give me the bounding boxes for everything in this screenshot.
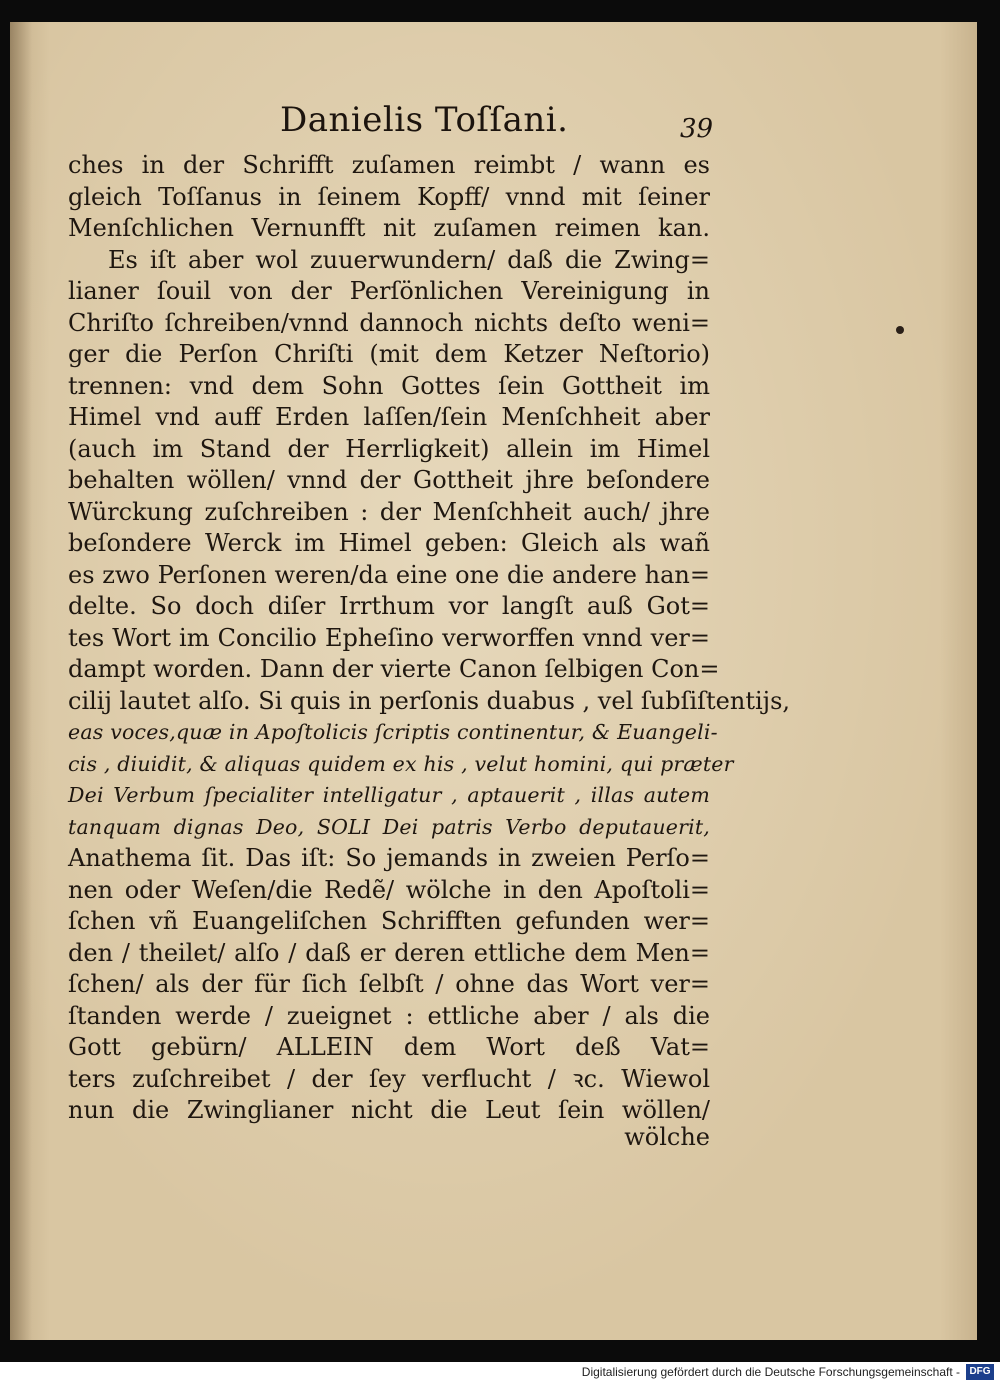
dfg-logo: DFG <box>966 1364 994 1380</box>
running-head: Danielis Toſſani. <box>280 100 569 140</box>
text-line: ſchen vñ Euangeliſchen Schrifften gefunden wer= <box>68 907 710 935</box>
text-line: Anathema ſit. Das iſt: So jemands in zweien Perſo= <box>68 844 710 872</box>
body-text <box>68 150 791 1127</box>
margin-ink-speck <box>896 326 904 334</box>
text-line: ſchen/ als der für ſich ſelbſt / ohne das Wort ver= <box>68 970 710 998</box>
text-line: ger die Perſon Chriſti (mit dem Ketzer Neſtorio) <box>68 340 710 368</box>
text-line: Himel vnd auff Erden laſſen/ſein Menſchheit aber <box>68 403 710 431</box>
funding-credit: Digitalisierung gefördert durch die Deutsche Forschungsgemeinschaft - <box>581 1365 960 1379</box>
text-line: behalten wöllen/ vnnd der Gottheit jhre beſondere <box>68 466 710 494</box>
spine-shadow <box>10 22 32 1340</box>
text-line: nun die Zwinglianer nicht die Leut ſein wöllen/ <box>68 1096 710 1124</box>
text-line: Chriſto ſchreiben/vnnd dannoch nichts deſto weni= <box>68 308 710 337</box>
text-line: den / theilet/ alſo / daß er deren ettliche dem Men= <box>68 938 710 967</box>
text-line: ches in der Schrifft zuſamen reimbt / wann es <box>68 151 710 179</box>
text-line: cis , diuidit, & aliquas quidem ex his , velut homini, qui præter <box>68 751 734 776</box>
text-line: delte. So doch diſer Irrthum vor langſt auß Got= <box>68 592 710 620</box>
text-line: Würckung zuſchreiben : der Menſchheit auch/ jhre <box>68 497 710 526</box>
text-line: Gott gebürn/ ALLEIN dem Wort deß Vat= <box>68 1033 710 1061</box>
text-line: dampt worden. Dann der vierte Canon ſelbigen Con= <box>68 655 720 683</box>
text-line: tanquam dignas Deo, SOLI Dei patris Verbo deputauerit, <box>68 814 710 839</box>
text-line: tes Wort im Concilio Epheſino verworffen vnnd ver= <box>68 623 710 652</box>
text-line: es zwo Perſonen weren/da eine one die andere han= <box>68 560 710 589</box>
text-line: Menſchlichen Vernunfft nit zuſamen reimen kan. <box>68 214 710 242</box>
text-line: nen oder Weſen/die Redẽ/ wölche in den Apoſtoli= <box>68 875 710 904</box>
text-line: lianer ſouil von der Perſönlichen Vereinigung in <box>68 277 710 305</box>
text-line: cilij lautet alſo. Si quis in perſonis duabus , vel ſubſiſtentijs, <box>68 686 791 715</box>
text-line: trennen: vnd dem Sohn Gottes ſein Gottheit im <box>68 371 710 400</box>
footer-bar <box>0 1362 1000 1383</box>
text-line: gleich Toſſanus in ſeinem Kopff/ vnnd mit ſeiner <box>68 182 710 211</box>
text-line: eas voces,quæ in Apoſtolicis ſcriptis continentur, & Euangeli- <box>68 720 718 744</box>
text-line: ſtanden werde / zueignet : ettliche aber / als die <box>68 1001 710 1030</box>
text-line: Dei Verbum ſpecialiter intelligatur , aptauerit , illas autem <box>68 783 710 807</box>
text-line: beſondere Werck im Himel geben: Gleich als wañ <box>68 529 710 557</box>
text-line: (auch im Stand der Herrligkeit) allein im Himel <box>68 434 710 463</box>
text-line: ters zuſchreibet / der ſey verflucht / ꝛc. Wiewol <box>68 1064 710 1093</box>
catchword: wölche <box>624 1123 710 1151</box>
page-number: 39 <box>680 114 714 144</box>
text-line: Es iſt aber wol zuuerwundern/ daß die Zwing= <box>108 245 710 274</box>
